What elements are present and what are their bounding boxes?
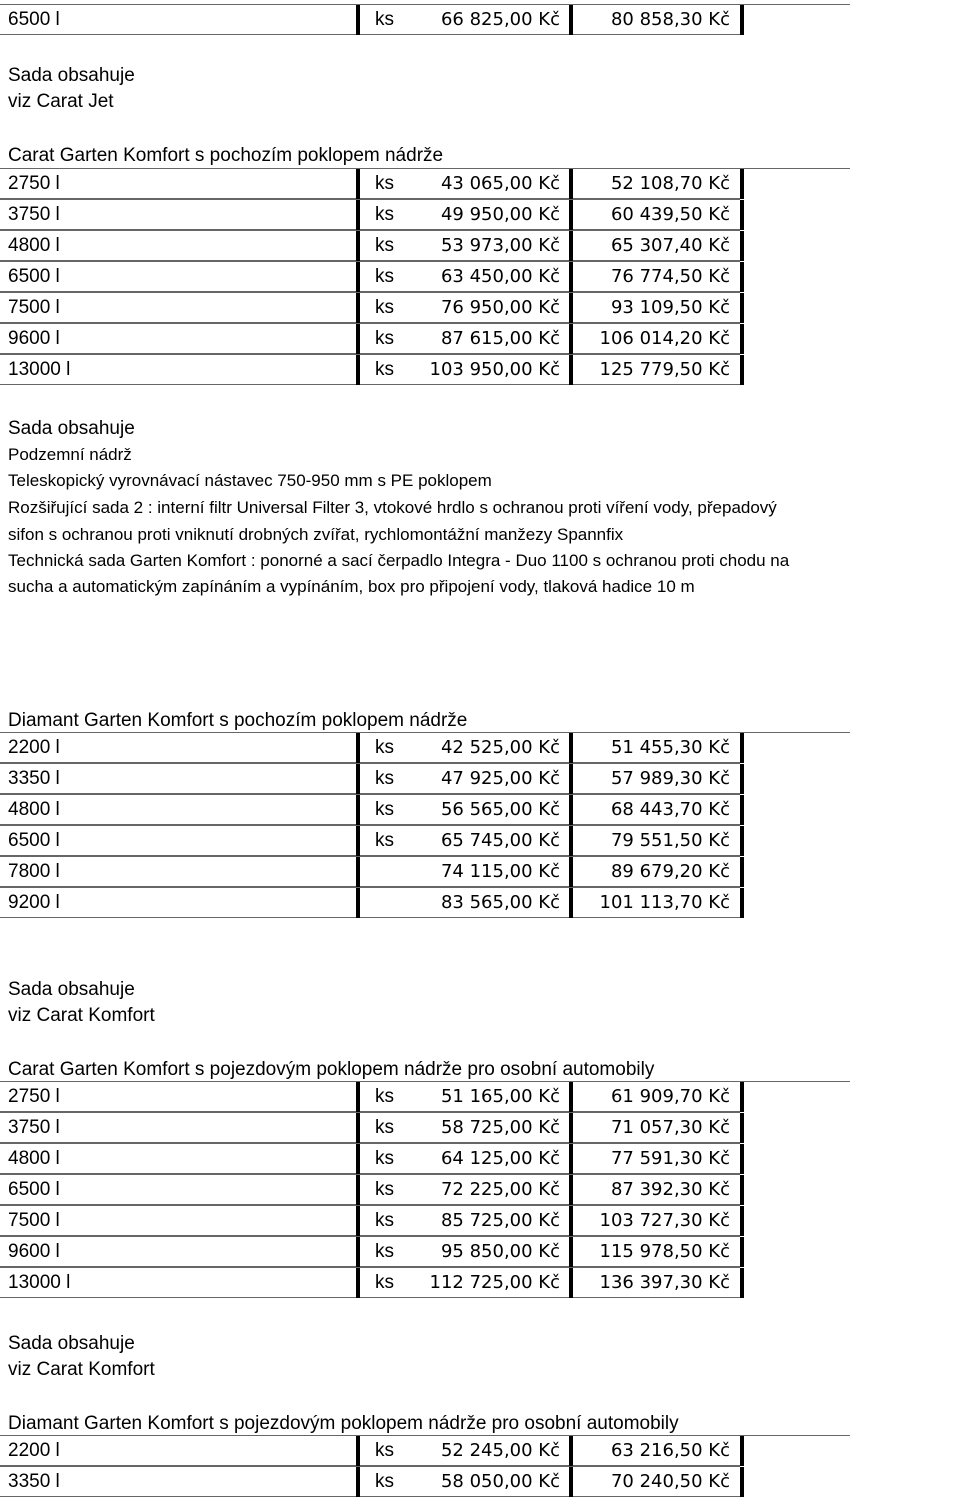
contents-reference: viz Carat Jet xyxy=(8,91,114,112)
price-incl-vat-cell: 51 455,30 Kč xyxy=(610,737,730,758)
unit-cell: ks xyxy=(375,1272,394,1293)
unit-cell: ks xyxy=(375,799,394,820)
price-excl-vat-cell: 95 850,00 Kč xyxy=(440,1241,560,1262)
price-row xyxy=(0,168,960,199)
price-row xyxy=(0,1236,960,1267)
price-excl-vat-cell: 51 165,00 Kč xyxy=(440,1086,560,1107)
price-row xyxy=(0,1174,960,1205)
price-row xyxy=(0,354,960,385)
volume-cell: 6500 l xyxy=(8,266,60,287)
unit-cell: ks xyxy=(375,297,394,318)
price-incl-vat-cell: 60 439,50 Kč xyxy=(610,204,730,225)
price-incl-vat-cell: 65 307,40 Kč xyxy=(610,235,730,256)
volume-cell: 9600 l xyxy=(8,1241,60,1262)
unit-cell: ks xyxy=(375,204,394,225)
volume-cell: 6500 l xyxy=(8,9,60,30)
volume-cell: 2750 l xyxy=(8,173,60,194)
unit-cell: ks xyxy=(375,1179,394,1200)
price-incl-vat-cell: 52 108,70 Kč xyxy=(610,173,730,194)
price-incl-vat-cell: 93 109,50 Kč xyxy=(610,297,730,318)
price-row xyxy=(0,261,960,292)
volume-cell: 7500 l xyxy=(8,1210,60,1231)
price-row xyxy=(0,1112,960,1143)
price-row xyxy=(0,856,960,887)
price-incl-vat-cell: 61 909,70 Kč xyxy=(610,1086,730,1107)
contents-line: sucha a automatickým zapínáním a vypínáním, box pro připojení vody, tlaková hadice 10 m xyxy=(8,577,695,596)
price-row xyxy=(0,1267,960,1298)
price-row xyxy=(0,4,960,35)
unit-cell: ks xyxy=(375,1210,394,1231)
price-excl-vat-cell: 43 065,00 Kč xyxy=(440,173,560,194)
price-incl-vat-cell: 63 216,50 Kč xyxy=(610,1440,730,1461)
price-excl-vat-cell: 49 950,00 Kč xyxy=(440,204,560,225)
unit-cell: ks xyxy=(375,328,394,349)
unit-cell: ks xyxy=(375,737,394,758)
price-excl-vat-cell: 87 615,00 Kč xyxy=(440,328,560,349)
price-row xyxy=(0,230,960,261)
unit-cell: ks xyxy=(375,830,394,851)
price-incl-vat-cell: 106 014,20 Kč xyxy=(599,328,730,349)
price-incl-vat-cell: 89 679,20 Kč xyxy=(610,861,730,882)
price-incl-vat-cell: 125 779,50 Kč xyxy=(599,359,730,380)
price-row xyxy=(0,887,960,918)
contents-reference: viz Carat Komfort xyxy=(8,1005,155,1026)
unit-cell: ks xyxy=(375,1086,394,1107)
price-incl-vat-cell: 80 858,30 Kč xyxy=(610,9,730,30)
price-row xyxy=(0,1435,960,1466)
volume-cell: 2200 l xyxy=(8,1440,60,1461)
price-row xyxy=(0,1205,960,1236)
section-title: Diamant Garten Komfort s pochozím poklopem nádrže xyxy=(8,710,468,731)
price-excl-vat-cell: 56 565,00 Kč xyxy=(440,799,560,820)
price-row xyxy=(0,794,960,825)
volume-cell: 4800 l xyxy=(8,235,60,256)
price-excl-vat-cell: 63 450,00 Kč xyxy=(440,266,560,287)
price-incl-vat-cell: 57 989,30 Kč xyxy=(610,768,730,789)
price-excl-vat-cell: 66 825,00 Kč xyxy=(440,9,560,30)
price-excl-vat-cell: 58 725,00 Kč xyxy=(440,1117,560,1138)
price-row xyxy=(0,1143,960,1174)
price-incl-vat-cell: 87 392,30 Kč xyxy=(610,1179,730,1200)
price-row xyxy=(0,292,960,323)
volume-cell: 2200 l xyxy=(8,737,60,758)
price-excl-vat-cell: 72 225,00 Kč xyxy=(440,1179,560,1200)
contents-line: Rozšiřující sada 2 : interní filtr Universal Filter 3, vtokové hrdlo s ochranou proti víření vody, přepadový xyxy=(8,498,777,517)
price-incl-vat-cell: 136 397,30 Kč xyxy=(599,1272,730,1293)
volume-cell: 9600 l xyxy=(8,328,60,349)
price-excl-vat-cell: 76 950,00 Kč xyxy=(440,297,560,318)
section-title: Carat Garten Komfort s pochozím poklopem nádrže xyxy=(8,145,444,166)
volume-cell: 6500 l xyxy=(8,1179,60,1200)
price-row xyxy=(0,1081,960,1112)
price-row xyxy=(0,323,960,354)
price-excl-vat-cell: 74 115,00 Kč xyxy=(440,861,560,882)
price-incl-vat-cell: 77 591,30 Kč xyxy=(610,1148,730,1169)
contents-heading: Sada obsahuje xyxy=(8,418,135,439)
contents-reference: viz Carat Komfort xyxy=(8,1359,155,1380)
volume-cell: 3350 l xyxy=(8,1471,60,1492)
price-row xyxy=(0,1466,960,1497)
price-excl-vat-cell: 64 125,00 Kč xyxy=(440,1148,560,1169)
contents-line: Podzemní nádrž xyxy=(8,445,132,464)
price-row xyxy=(0,732,960,763)
unit-cell: ks xyxy=(375,359,394,380)
price-excl-vat-cell: 85 725,00 Kč xyxy=(440,1210,560,1231)
price-row xyxy=(0,763,960,794)
price-excl-vat-cell: 52 245,00 Kč xyxy=(440,1440,560,1461)
price-excl-vat-cell: 42 525,00 Kč xyxy=(440,737,560,758)
price-row xyxy=(0,825,960,856)
section-title: Carat Garten Komfort s pojezdovým poklopem nádrže pro osobní automobily xyxy=(8,1059,655,1080)
unit-cell: ks xyxy=(375,1148,394,1169)
price-incl-vat-cell: 79 551,50 Kč xyxy=(610,830,730,851)
price-incl-vat-cell: 76 774,50 Kč xyxy=(610,266,730,287)
price-excl-vat-cell: 53 973,00 Kč xyxy=(440,235,560,256)
price-excl-vat-cell: 103 950,00 Kč xyxy=(429,359,560,380)
volume-cell: 7500 l xyxy=(8,297,60,318)
contents-line: sifon s ochranou proti vniknutí drobných zvířat, rychlomontážní manžezy Spannfix xyxy=(8,525,624,544)
unit-cell: ks xyxy=(375,1241,394,1262)
price-incl-vat-cell: 70 240,50 Kč xyxy=(610,1471,730,1492)
contents-line: Teleskopický vyrovnávací nástavec 750-950 mm s PE poklopem xyxy=(8,471,492,490)
unit-cell: ks xyxy=(375,266,394,287)
section-title: Diamant Garten Komfort s pojezdovým poklopem nádrže pro osobní automobily xyxy=(8,1413,679,1434)
volume-cell: 13000 l xyxy=(8,359,71,380)
price-incl-vat-cell: 71 057,30 Kč xyxy=(610,1117,730,1138)
unit-cell: ks xyxy=(375,768,394,789)
volume-cell: 3750 l xyxy=(8,1117,60,1138)
price-excl-vat-cell: 83 565,00 Kč xyxy=(440,892,560,913)
volume-cell: 3350 l xyxy=(8,768,60,789)
price-excl-vat-cell: 47 925,00 Kč xyxy=(440,768,560,789)
unit-cell: ks xyxy=(375,9,394,30)
unit-cell: ks xyxy=(375,1471,394,1492)
volume-cell: 4800 l xyxy=(8,1148,60,1169)
price-incl-vat-cell: 103 727,30 Kč xyxy=(599,1210,730,1231)
price-excl-vat-cell: 112 725,00 Kč xyxy=(429,1272,560,1293)
price-excl-vat-cell: 58 050,00 Kč xyxy=(440,1471,560,1492)
price-incl-vat-cell: 115 978,50 Kč xyxy=(599,1241,730,1262)
price-row xyxy=(0,199,960,230)
contents-heading: Sada obsahuje xyxy=(8,65,135,86)
unit-cell: ks xyxy=(375,1440,394,1461)
volume-cell: 2750 l xyxy=(8,1086,60,1107)
volume-cell: 4800 l xyxy=(8,799,60,820)
price-excl-vat-cell: 65 745,00 Kč xyxy=(440,830,560,851)
volume-cell: 3750 l xyxy=(8,204,60,225)
volume-cell: 7800 l xyxy=(8,861,60,882)
unit-cell: ks xyxy=(375,235,394,256)
unit-cell: ks xyxy=(375,1117,394,1138)
unit-cell: ks xyxy=(375,173,394,194)
price-incl-vat-cell: 68 443,70 Kč xyxy=(610,799,730,820)
volume-cell: 9200 l xyxy=(8,892,60,913)
contents-heading: Sada obsahuje xyxy=(8,1333,135,1354)
contents-line: Technická sada Garten Komfort : ponorné a sací čerpadlo Integra - Duo 1100 s ochranou proti chodu na xyxy=(8,551,790,570)
volume-cell: 13000 l xyxy=(8,1272,71,1293)
volume-cell: 6500 l xyxy=(8,830,60,851)
price-incl-vat-cell: 101 113,70 Kč xyxy=(599,892,730,913)
contents-heading: Sada obsahuje xyxy=(8,979,135,1000)
